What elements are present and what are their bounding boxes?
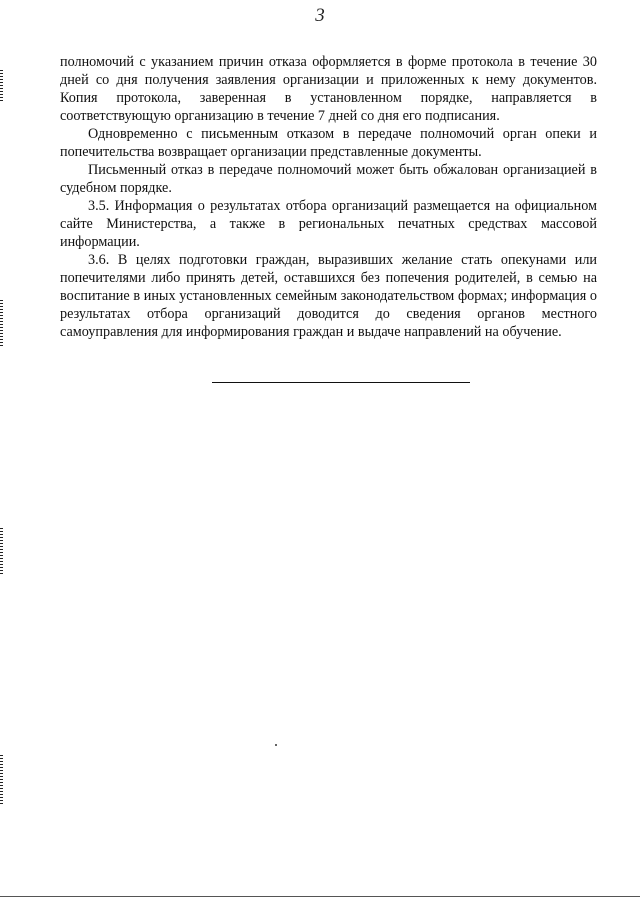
scan-speck [275,744,277,746]
end-of-text-rule [212,382,470,383]
paragraph: 3.5. Информация о результатах отбора организаций размещается на официальном сайте Министерства, а также в региональных печатных средствах массовой информации. [60,198,597,250]
paragraph: 3.6. В целях подготовки граждан, выразивших желание стать опекунами или попечителями либо принять детей, оставшихся без попечения родителей, в семью на воспитание в иных установленных семейным законодательством формах; информация о результатах отбора организаций доводится до сведения органов местного самоуправления для информирования граждан и выдаче направлений на обучение. [60,252,597,340]
paragraph: Письменный отказ в передаче полномочий может быть обжалован организацией в судебном порядке. [60,162,597,196]
page-number: 3 [315,5,325,26]
binding-mark [0,528,3,574]
paragraph: полномочий с указанием причин отказа оформляется в форме протокола в течение 30 дней со дня получения заявления организации и приложенных к нему документов. Копия протокола, заверенная в установленном порядке, направляется в соответствующую организацию в течение 7 дней со дня его подписания. [60,54,597,124]
paragraph: Одновременно с письменным отказом в передаче полномочий орган опеки и попечительства возвращает организации представленные документы. [60,126,597,160]
page-bottom-edge [0,896,640,897]
binding-mark [0,300,3,348]
binding-mark [0,755,3,805]
document-body [60,53,597,341]
binding-mark [0,70,3,102]
